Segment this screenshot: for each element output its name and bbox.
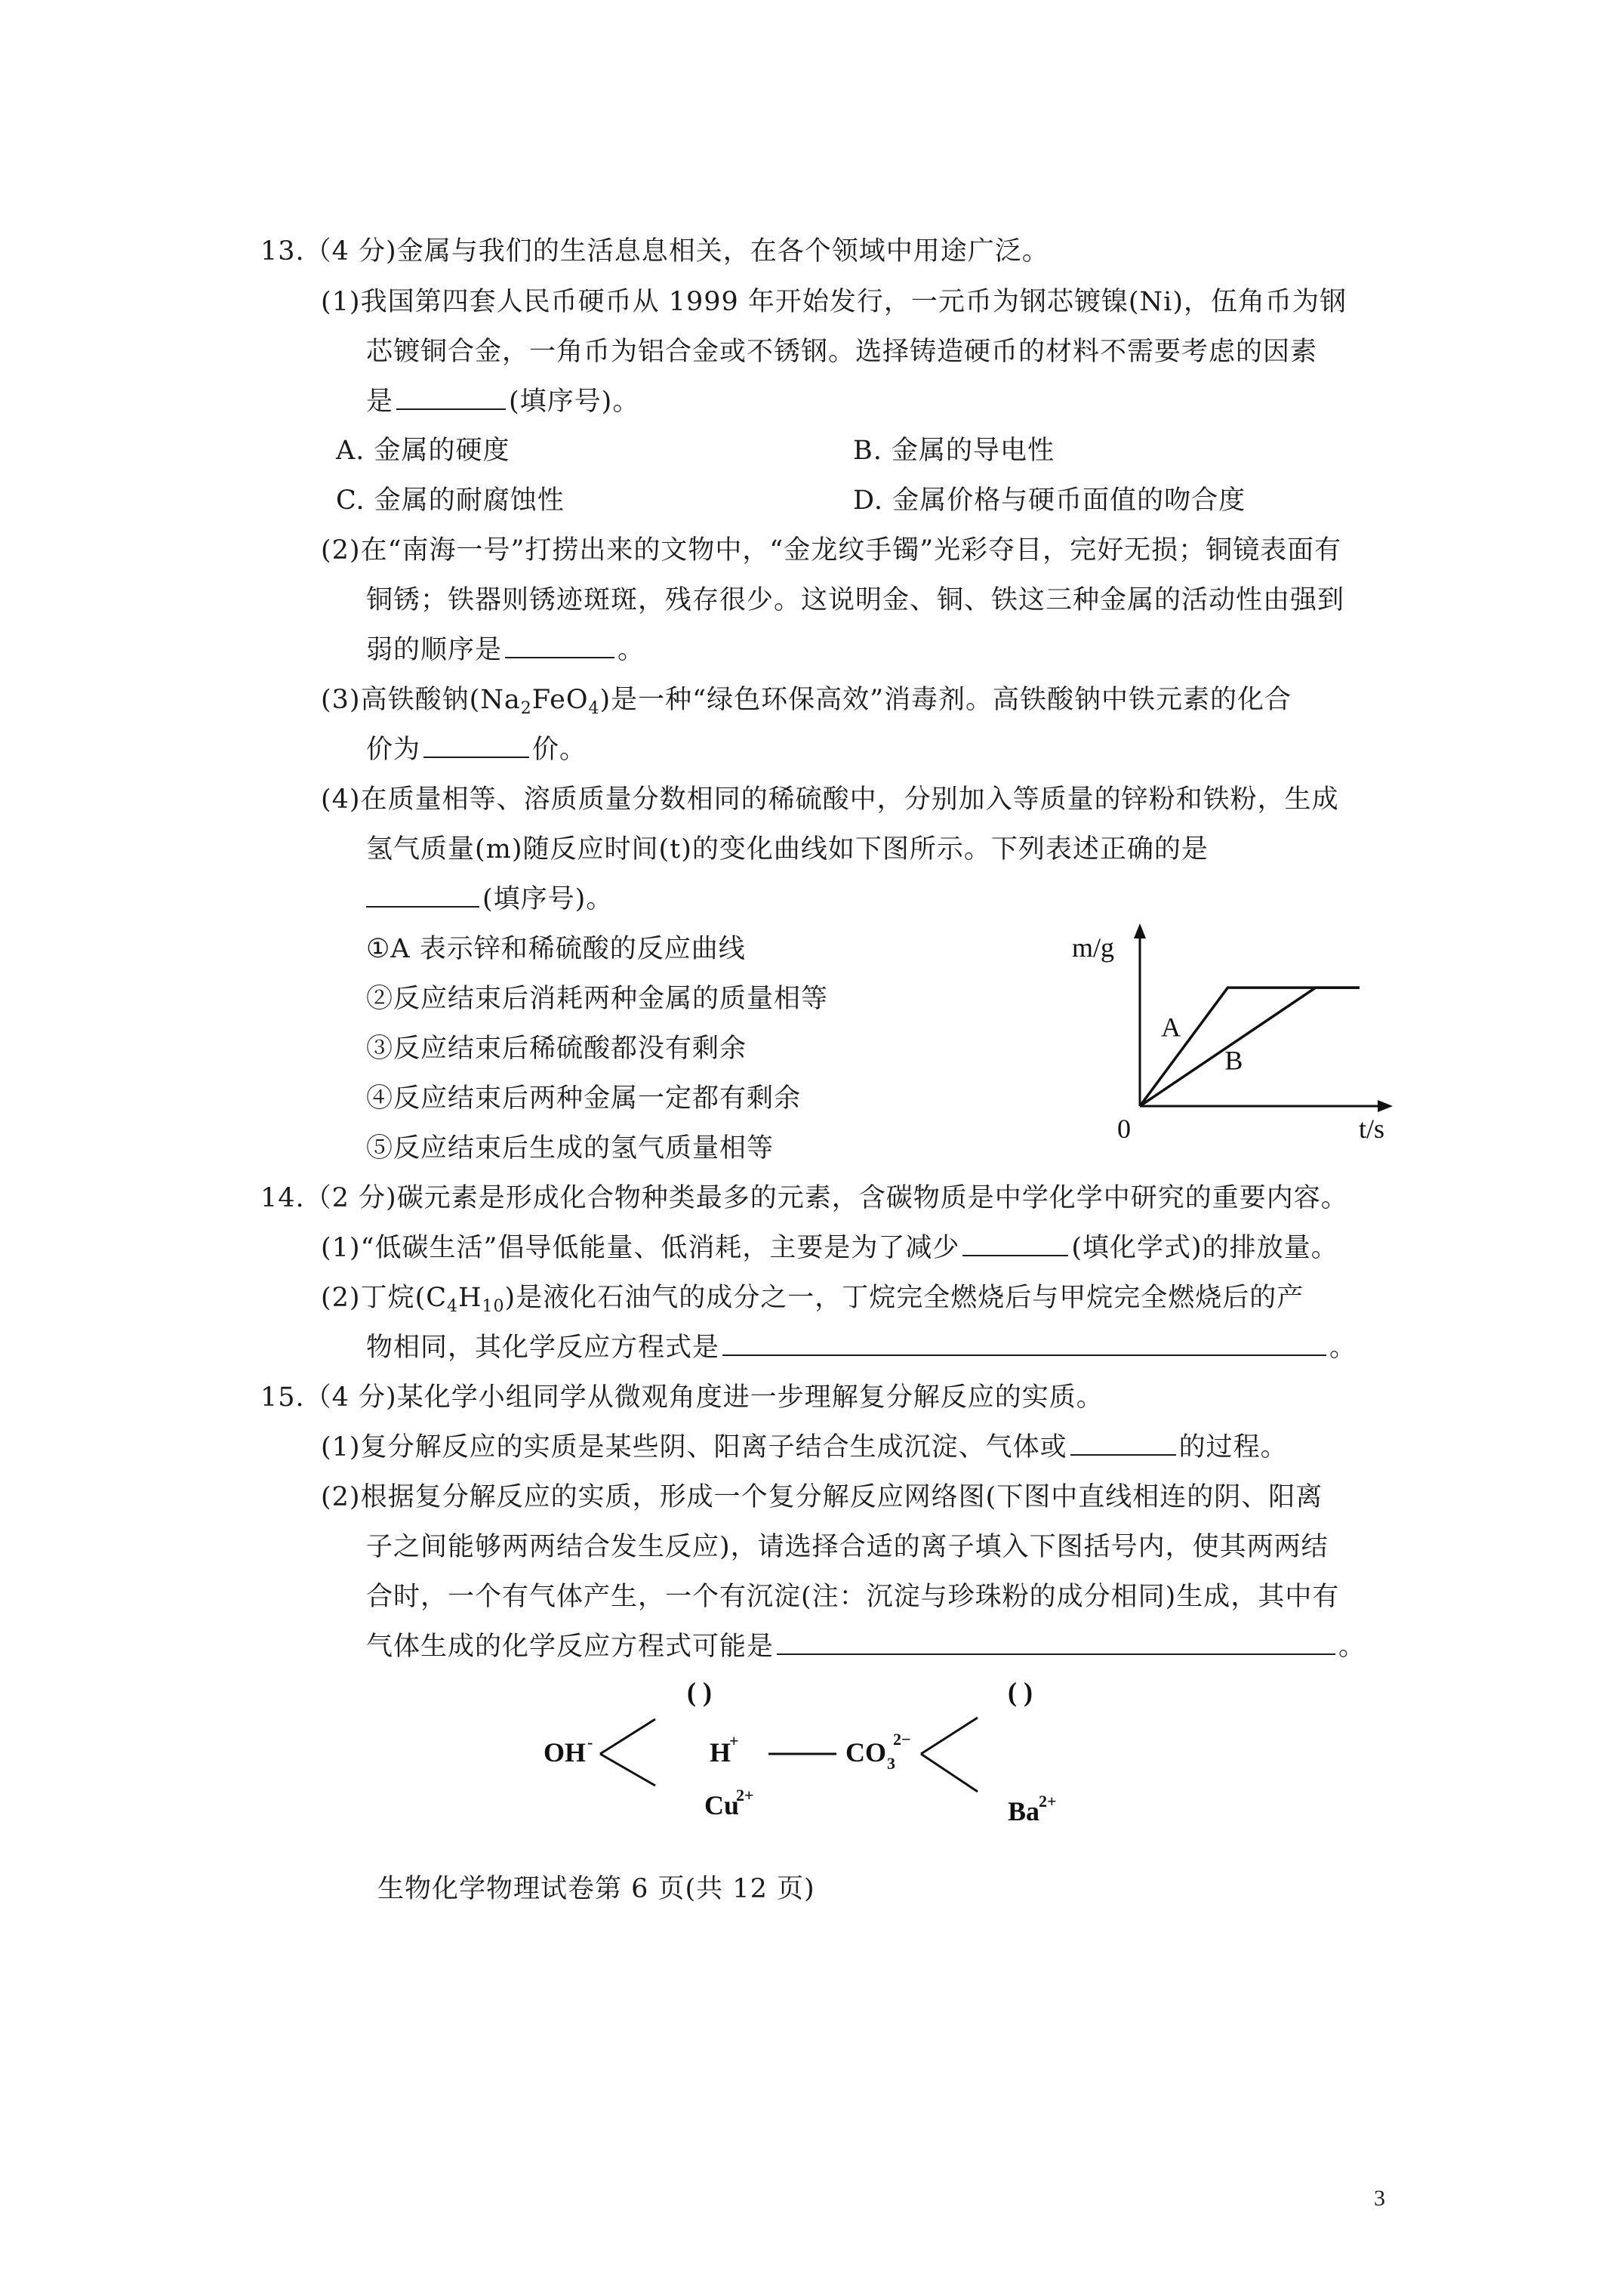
blank-bracket-2[interactable]: ( ) <box>1008 1677 1033 1707</box>
series-layer <box>1140 988 1360 1106</box>
statement-4: ④反应结束后两种金属一定都有剩余 <box>366 1083 802 1114</box>
y-axis-arrow <box>1134 923 1146 938</box>
q13-stem: 13.（4 分)金属与我们的生活息息相关，在各个领域中用途广泛。 <box>260 236 1049 267</box>
q13-p3-line2-pre: 价为 <box>366 735 421 765</box>
q13-p2-line2: 铜锈；铁器则锈迹斑斑，残存很少。这说明金、铜、铁这三种金属的活动性由强到 <box>366 585 1345 615</box>
q15-p1-pre: (1)复分解反应的实质是某些阴、阳离子结合生成沉淀、气体或 <box>321 1432 1067 1462</box>
q15-p2-line4-pre: 气体生成的化学反应方程式可能是 <box>366 1632 775 1662</box>
q15-p2-line4 <box>366 1628 1366 1666</box>
q14-p2-b: H <box>458 1283 482 1313</box>
answer-blank[interactable] <box>366 880 479 908</box>
q15-p2-line3: 合时，一个有气体产生，一个有沉淀(注：沉淀与珍珠粉的成分相同)生成，其中有 <box>366 1582 1340 1612</box>
q15-stem: 15.（4 分)某化学小组同学从微观角度进一步理解复分解反应的实质。 <box>260 1382 1104 1413</box>
ion-h-charge: + <box>729 1731 739 1750</box>
q14-p2-sub10: 10 <box>482 1297 505 1316</box>
ion-ba: Ba <box>1008 1796 1040 1826</box>
link-oh-upper <box>600 1719 655 1754</box>
q14-p2-a: (2)丁烷(C <box>321 1283 448 1313</box>
ion-co3-charge: 2− <box>893 1730 911 1749</box>
q14-p2-line2-post: 。 <box>1329 1333 1357 1363</box>
q14-p1-pre: (1)“低碳生活”倡导低能量、低消耗，主要是为了减少 <box>321 1233 960 1263</box>
q15-p2-line2: 子之间能够两两结合发生反应)，请选择合适的离子填入下图括号内，使其两两结 <box>366 1532 1329 1562</box>
q14-p2-line2 <box>366 1329 1357 1367</box>
q13-p3-sub2: 2 <box>520 699 532 718</box>
page-number: 3 <box>1374 2186 1385 2211</box>
q14-p2-sub4: 4 <box>447 1297 459 1316</box>
q13-p4-line2: 氢气质量(m)随反应时间(t)的变化曲线如下图所示。下列表述正确的是 <box>366 834 1209 864</box>
ion-oh-charge: - <box>587 1733 593 1752</box>
option-b: B. 金属的导电性 <box>853 436 1055 466</box>
ion-cu: Cu <box>704 1790 740 1820</box>
q13-p3-line2 <box>366 731 587 769</box>
q13-p2-line3-post: 。 <box>617 635 645 665</box>
q13-p4-line1: (4)在质量相等、溶质质量分数相同的稀硫酸中，分别加入等质量的锌粉和铁粉，生成 <box>321 784 1339 815</box>
q13-p2-line3-pre: 弱的顺序是 <box>366 635 503 665</box>
link-co3-ba <box>921 1754 978 1792</box>
q13-p3-line1 <box>321 681 1292 728</box>
statement-3: ③反应结束后稀硫酸都没有剩余 <box>366 1034 747 1064</box>
q15-p2-line1: (2)根据复分解反应的实质，形成一个复分解反应网络图(下图中直线相连的阴、阳离 <box>321 1482 1323 1512</box>
q13-p1-line3-pre: 是 <box>366 387 394 417</box>
ion-h: H <box>710 1737 731 1767</box>
series-label-b: B <box>1224 1045 1243 1076</box>
answer-blank[interactable] <box>777 1628 1335 1655</box>
q14-p2-c: )是液化石油气的成分之一，丁烷完全燃烧后与甲烷完全燃烧后的产 <box>504 1283 1304 1313</box>
x-axis-arrow <box>1378 1100 1393 1112</box>
hydrogen-mass-chart <box>1072 917 1404 1144</box>
q13-p3-a: (3)高铁酸钠(Na <box>321 685 521 715</box>
x-axis-label: t/s <box>1359 1114 1385 1144</box>
y-axis-label: m/g <box>1072 932 1115 963</box>
q14-p2-line2-pre: 物相同，其化学反应方程式是 <box>366 1333 720 1363</box>
ion-network-diagram <box>528 1672 1147 1838</box>
q15-p1 <box>321 1428 1288 1466</box>
answer-blank[interactable] <box>423 731 529 758</box>
series-label-a: A <box>1161 1012 1181 1043</box>
series-line-a <box>1140 988 1360 1106</box>
option-d: D. 金属价格与硬币面值的吻合度 <box>853 485 1246 516</box>
link-co3-upper <box>921 1718 978 1754</box>
series-line-b <box>1140 988 1360 1106</box>
q15-p2-line4-post: 。 <box>1338 1632 1366 1662</box>
ion-oh <box>544 1737 586 1767</box>
q13-p4-line3 <box>366 880 613 918</box>
answer-blank[interactable] <box>505 631 614 658</box>
q15-p1-post: 的过程。 <box>1178 1432 1288 1462</box>
answer-blank[interactable] <box>396 383 506 410</box>
option-c: C. 金属的耐腐蚀性 <box>336 485 565 516</box>
q13-p3-sub4: 4 <box>588 699 600 718</box>
q13-p2-line1: (2)在“南海一号”打捞出来的文物中，“金龙纹手镯”光彩夺目，完好无损；铜镜表面有 <box>321 535 1342 566</box>
q13-p3-line2-post: 价。 <box>532 735 587 765</box>
q14-p1 <box>321 1229 1338 1267</box>
blank-bracket-1[interactable]: ( ) <box>687 1677 712 1707</box>
q13-p3-b: FeO <box>531 685 589 715</box>
answer-blank[interactable] <box>722 1329 1326 1356</box>
q13-p1-line3 <box>366 383 639 421</box>
ion-cu-charge: 2+ <box>736 1786 754 1804</box>
ion-ba-charge: 2+ <box>1039 1792 1057 1811</box>
q13-p4-line3-post: (填序号)。 <box>482 884 614 914</box>
q13-p1-line1: (1)我国第四套人民币硬币从 1999 年开始发行，一元币为钢芯镀镍(Ni)，伍角币为钢 <box>321 287 1347 317</box>
q14-stem: 14.（2 分)碳元素是形成化合物种类最多的元素，含碳物质是中学化学中研究的重要内容。 <box>260 1183 1348 1213</box>
q14-p2-line1 <box>321 1279 1304 1326</box>
statement-5: ⑤反应结束后生成的氢气质量相等 <box>366 1133 775 1163</box>
q13-p2-line3 <box>366 631 645 669</box>
page-footer: 生物化学物理试卷第 6 页(共 12 页) <box>377 1874 815 1904</box>
statement-1: ①A 表示锌和稀硫酸的反应曲线 <box>366 934 746 964</box>
q13-p1-line2: 芯镀铜合金，一角币为铝合金或不锈钢。选择铸造硬币的材料不需要考虑的因素 <box>366 337 1318 367</box>
statement-2: ②反应结束后消耗两种金属的质量相等 <box>366 984 829 1014</box>
answer-blank[interactable] <box>962 1229 1068 1256</box>
q14-p1-post: (填化学式)的排放量。 <box>1071 1233 1338 1263</box>
ion-co3: CO <box>845 1737 886 1767</box>
origin-label: 0 <box>1117 1114 1131 1144</box>
option-a: A. 金属的硬度 <box>336 436 510 466</box>
link-oh-cu <box>600 1754 655 1786</box>
answer-blank[interactable] <box>1070 1428 1176 1456</box>
ion-co3-sub: 3 <box>887 1754 895 1773</box>
q13-p1-line3-post: (填序号)。 <box>509 387 640 417</box>
q13-p3-c: )是一种“绿色环保高效”消毒剂。高铁酸钠中铁元素的化合 <box>599 685 1292 715</box>
ion-oh-text: OH <box>544 1737 587 1767</box>
